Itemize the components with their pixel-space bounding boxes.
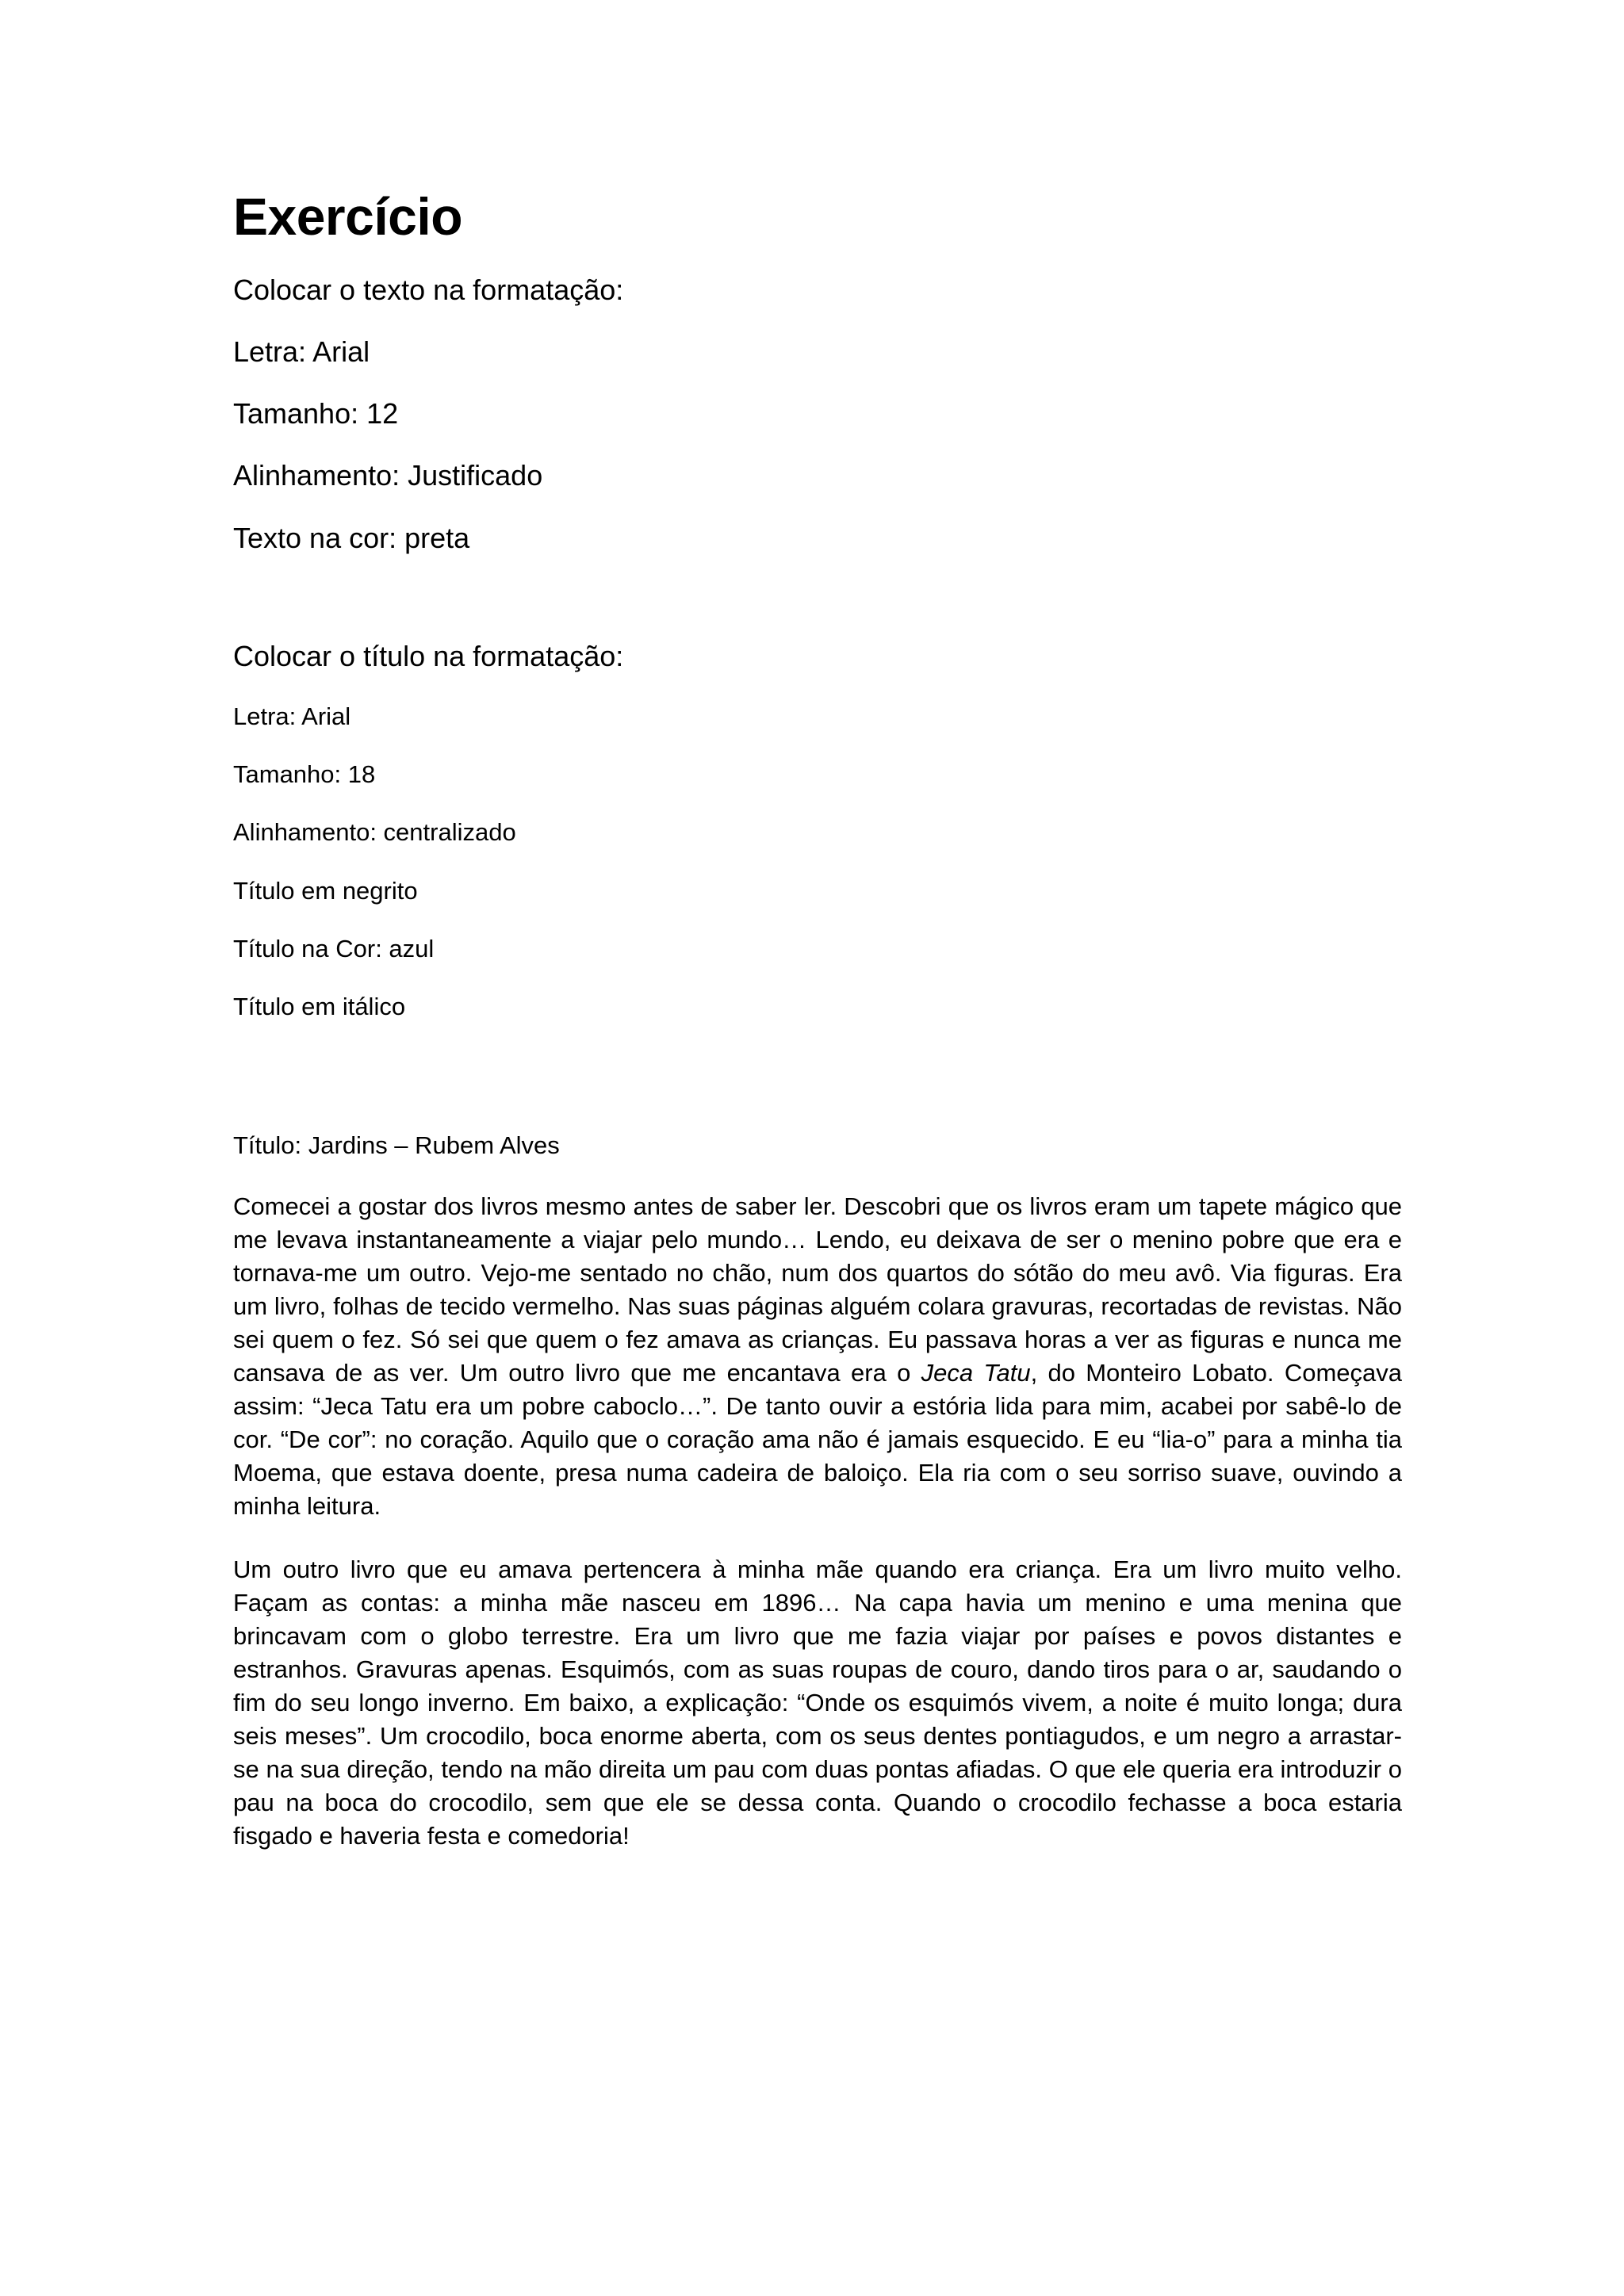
body-paragraph-1 bbox=[233, 1190, 1402, 1523]
section2-intro: Colocar o título na formatação: bbox=[233, 639, 624, 672]
section1-alignment-line: Alinhamento: Justificado bbox=[233, 459, 543, 492]
section2-bold-line: Título em negrito bbox=[233, 876, 418, 905]
section2-color-line: Título na Cor: azul bbox=[233, 934, 435, 962]
section2-italic-line: Título em itálico bbox=[233, 992, 406, 1020]
section2-alignment-line: Alinhamento: centralizado bbox=[233, 818, 516, 847]
section1-font-line: Letra: Arial bbox=[233, 335, 370, 369]
section1-color-line: Texto na cor: preta bbox=[233, 521, 470, 554]
section2-font-line: Letra: Arial bbox=[233, 702, 351, 731]
paragraph1-text-start: Comecei a gostar dos livros mesmo antes de saber ler. Descobri que os livros eram um tapete mágico que me levava instantaneamente a viajar pelo mundo… Lendo, eu deixava de ser o menino pobre que era e tornava-me um outro. Vejo-me sentado no chão, num dos quartos do sótão do meu avô. Via figuras. Era um livro, folhas de tecido vermelho. Nas suas páginas alguém colara gravuras, recortadas de revistas. Não sei quem o fez. Só sei que quem o fez amava as crianças. Eu passava horas a ver as figuras e nunca me cansava de as ver. Um outro livro que me encantava era o bbox=[233, 1192, 1402, 1387]
page-heading: Exercício bbox=[233, 187, 463, 246]
text-title: Título: Jardins – Rubem Alves bbox=[233, 1131, 560, 1160]
section-spacer bbox=[233, 1050, 1402, 1131]
body-paragraph-2: Um outro livro que eu amava pertencera à minha mãe quando era criança. Era um livro muito velho. Façam as contas: a minha mãe nasceu em 1896… Na capa havia um menino e uma menina que brincavam com o globo terrestre. Era um livro que me fazia viajar por países e povos distantes e estranhos. Gravuras apenas. Esquimós, com as suas roupas de couro, dando tiros para o ar, saudando o fim do seu longo inverno. Em baixo, a explicação: “Onde os esquimós vivem, a noite é muito longa; dura seis meses”. Um crocodilo, boca enorme aberta, com os seus dentes pontiagudos, e um negro a arrastar-se na sua direção, tendo na mão direita um pau com duas pontas afiadas. O que ele queria era introduzir o pau na boca do crocodilo, sem que ele se dessa conta. Quando o crocodilo fechasse a boca estaria fisgado e haveria festa e comedoria! bbox=[233, 1556, 1402, 1850]
paragraph1-text-end: , do Monteiro Lobato. Começava assim: “Jeca Tatu era um pobre caboclo…”. De tanto ouvir a estória lida para mim, acabei por sabê-lo de cor. “De cor”: no coração. Aquilo que o coração ama não é jamais esquecido. E eu “lia-o” para a minha tia Moema, que estava doente, presa numa cadeira de baloiço. Ela ria com o seu sorriso suave, ouvindo a minha leitura. bbox=[233, 1359, 1402, 1521]
section1-size-line: Tamanho: 12 bbox=[233, 397, 399, 430]
paragraph1-book-title: Jeca Tatu bbox=[921, 1359, 1031, 1387]
section1-intro: Colocar o texto na formatação: bbox=[233, 273, 624, 306]
section2-size-line: Tamanho: 18 bbox=[233, 760, 376, 789]
section-spacer bbox=[233, 583, 1402, 639]
page-content bbox=[233, 187, 1402, 1883]
